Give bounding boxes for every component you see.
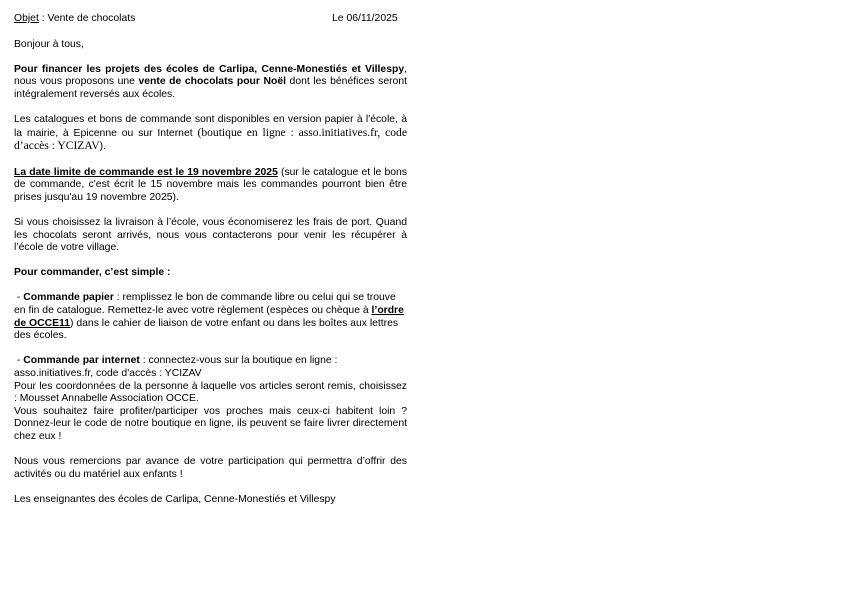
paper-order-lead: - [14, 292, 24, 304]
subject-separator: : [38, 13, 48, 24]
paragraph-catalogues [14, 114, 407, 154]
signature: Les enseignantes des écoles de Carlipa, Cenne-Monestiés et Villespy [14, 493, 336, 505]
subject-label: Objet [14, 13, 39, 24]
catalogues-text: Les catalogues et bons de commande sont disponibles en version papier à l'école, à la mairie, à Epicenne ou sur Internet [14, 114, 407, 139]
subject-value: Vente de chocolats [47, 13, 136, 24]
internet-order-family: Vous souhaitez faire profiter/participer vos proches mais ceux-ci habitent loin ? Donnez-leur le code de notre boutique en ligne, ils peuvent se faire livrer directement chez eux ! [14, 405, 407, 442]
purpose-text-a: , nous vous proposons une [14, 63, 407, 88]
deadline-text: (sur le catalogue et le bons de commande, c'est écrit le 15 novembre mais les commandes pourront bien être prises jusqu'au 19 novembre 2025). [14, 166, 408, 203]
purpose-bold: Pour financer les projets des écoles de Carlipa, Cenne-Monestiés et Villespy [14, 63, 405, 75]
purpose-text-b: dont les bénéfices seront intégralement reversés aux écoles. [14, 76, 408, 100]
paragraph-internet-order [14, 355, 407, 368]
paper-order-text-a: : remplissez le bon de commande libre ou celui qui se trouve en fin de catalogue. Remettez-le avec votre règlement (espèces ou chèque à [14, 292, 396, 317]
internet-order-text-a: : connectez-vous sur la boutique en ligne : [139, 355, 338, 367]
letter-body [14, 13, 407, 507]
letter-date: Le 06/11/2025 [332, 13, 398, 24]
paragraph-purpose [14, 64, 407, 102]
internet-order-code: asso.initiatives.fr, code d'accès : YCIZAV [14, 368, 202, 380]
occe-order-bold: l’ordre de OCCE11 [14, 305, 404, 329]
paragraph-paper-order [14, 292, 407, 342]
paragraph-delivery: Si vous choisissez la livraison à l’école, vous économiserez les frais de port. Quand les chocolats seront arrivés, nous vous contacterons pour venir les récupérer à l’école de votre village. [14, 216, 407, 254]
order-heading [14, 267, 407, 280]
online-shop-info: (boutique en ligne : asso.initiatives.fr, code d’accès : YCIZAV [14, 125, 407, 153]
internet-order-lead: - [14, 355, 24, 367]
internet-order-recipient: Pour les coordonnées de la personne à laquelle vos articles seront remis, choisissez : Mousset Annabelle Association OCCE. [14, 380, 407, 405]
letter-header [14, 13, 407, 26]
paragraph-deadline [14, 167, 407, 205]
sale-bold: vente de chocolats pour Noël [138, 76, 286, 88]
deadline-bold: La date limite de commande est le 19 novembre 2025 [14, 166, 278, 178]
internet-order-title: Commande par internet [23, 355, 140, 367]
subject-line [14, 13, 135, 26]
order-heading-text: Pour commander, c’est simple : [14, 267, 171, 279]
paragraph-thanks: Nous vous remercions par avance de votre participation qui permettra d’offrir des activités ou du matériel aux enfants ! [14, 456, 407, 480]
paper-order-text-b: ) dans le cahier de liaison de votre enfant ou dans les boîtes aux lettres des écoles. [14, 317, 399, 342]
paper-order-title: Commande papier [23, 292, 114, 304]
catalogues-end: ). [99, 141, 106, 153]
greeting: Bonjour à tous, [14, 38, 84, 50]
